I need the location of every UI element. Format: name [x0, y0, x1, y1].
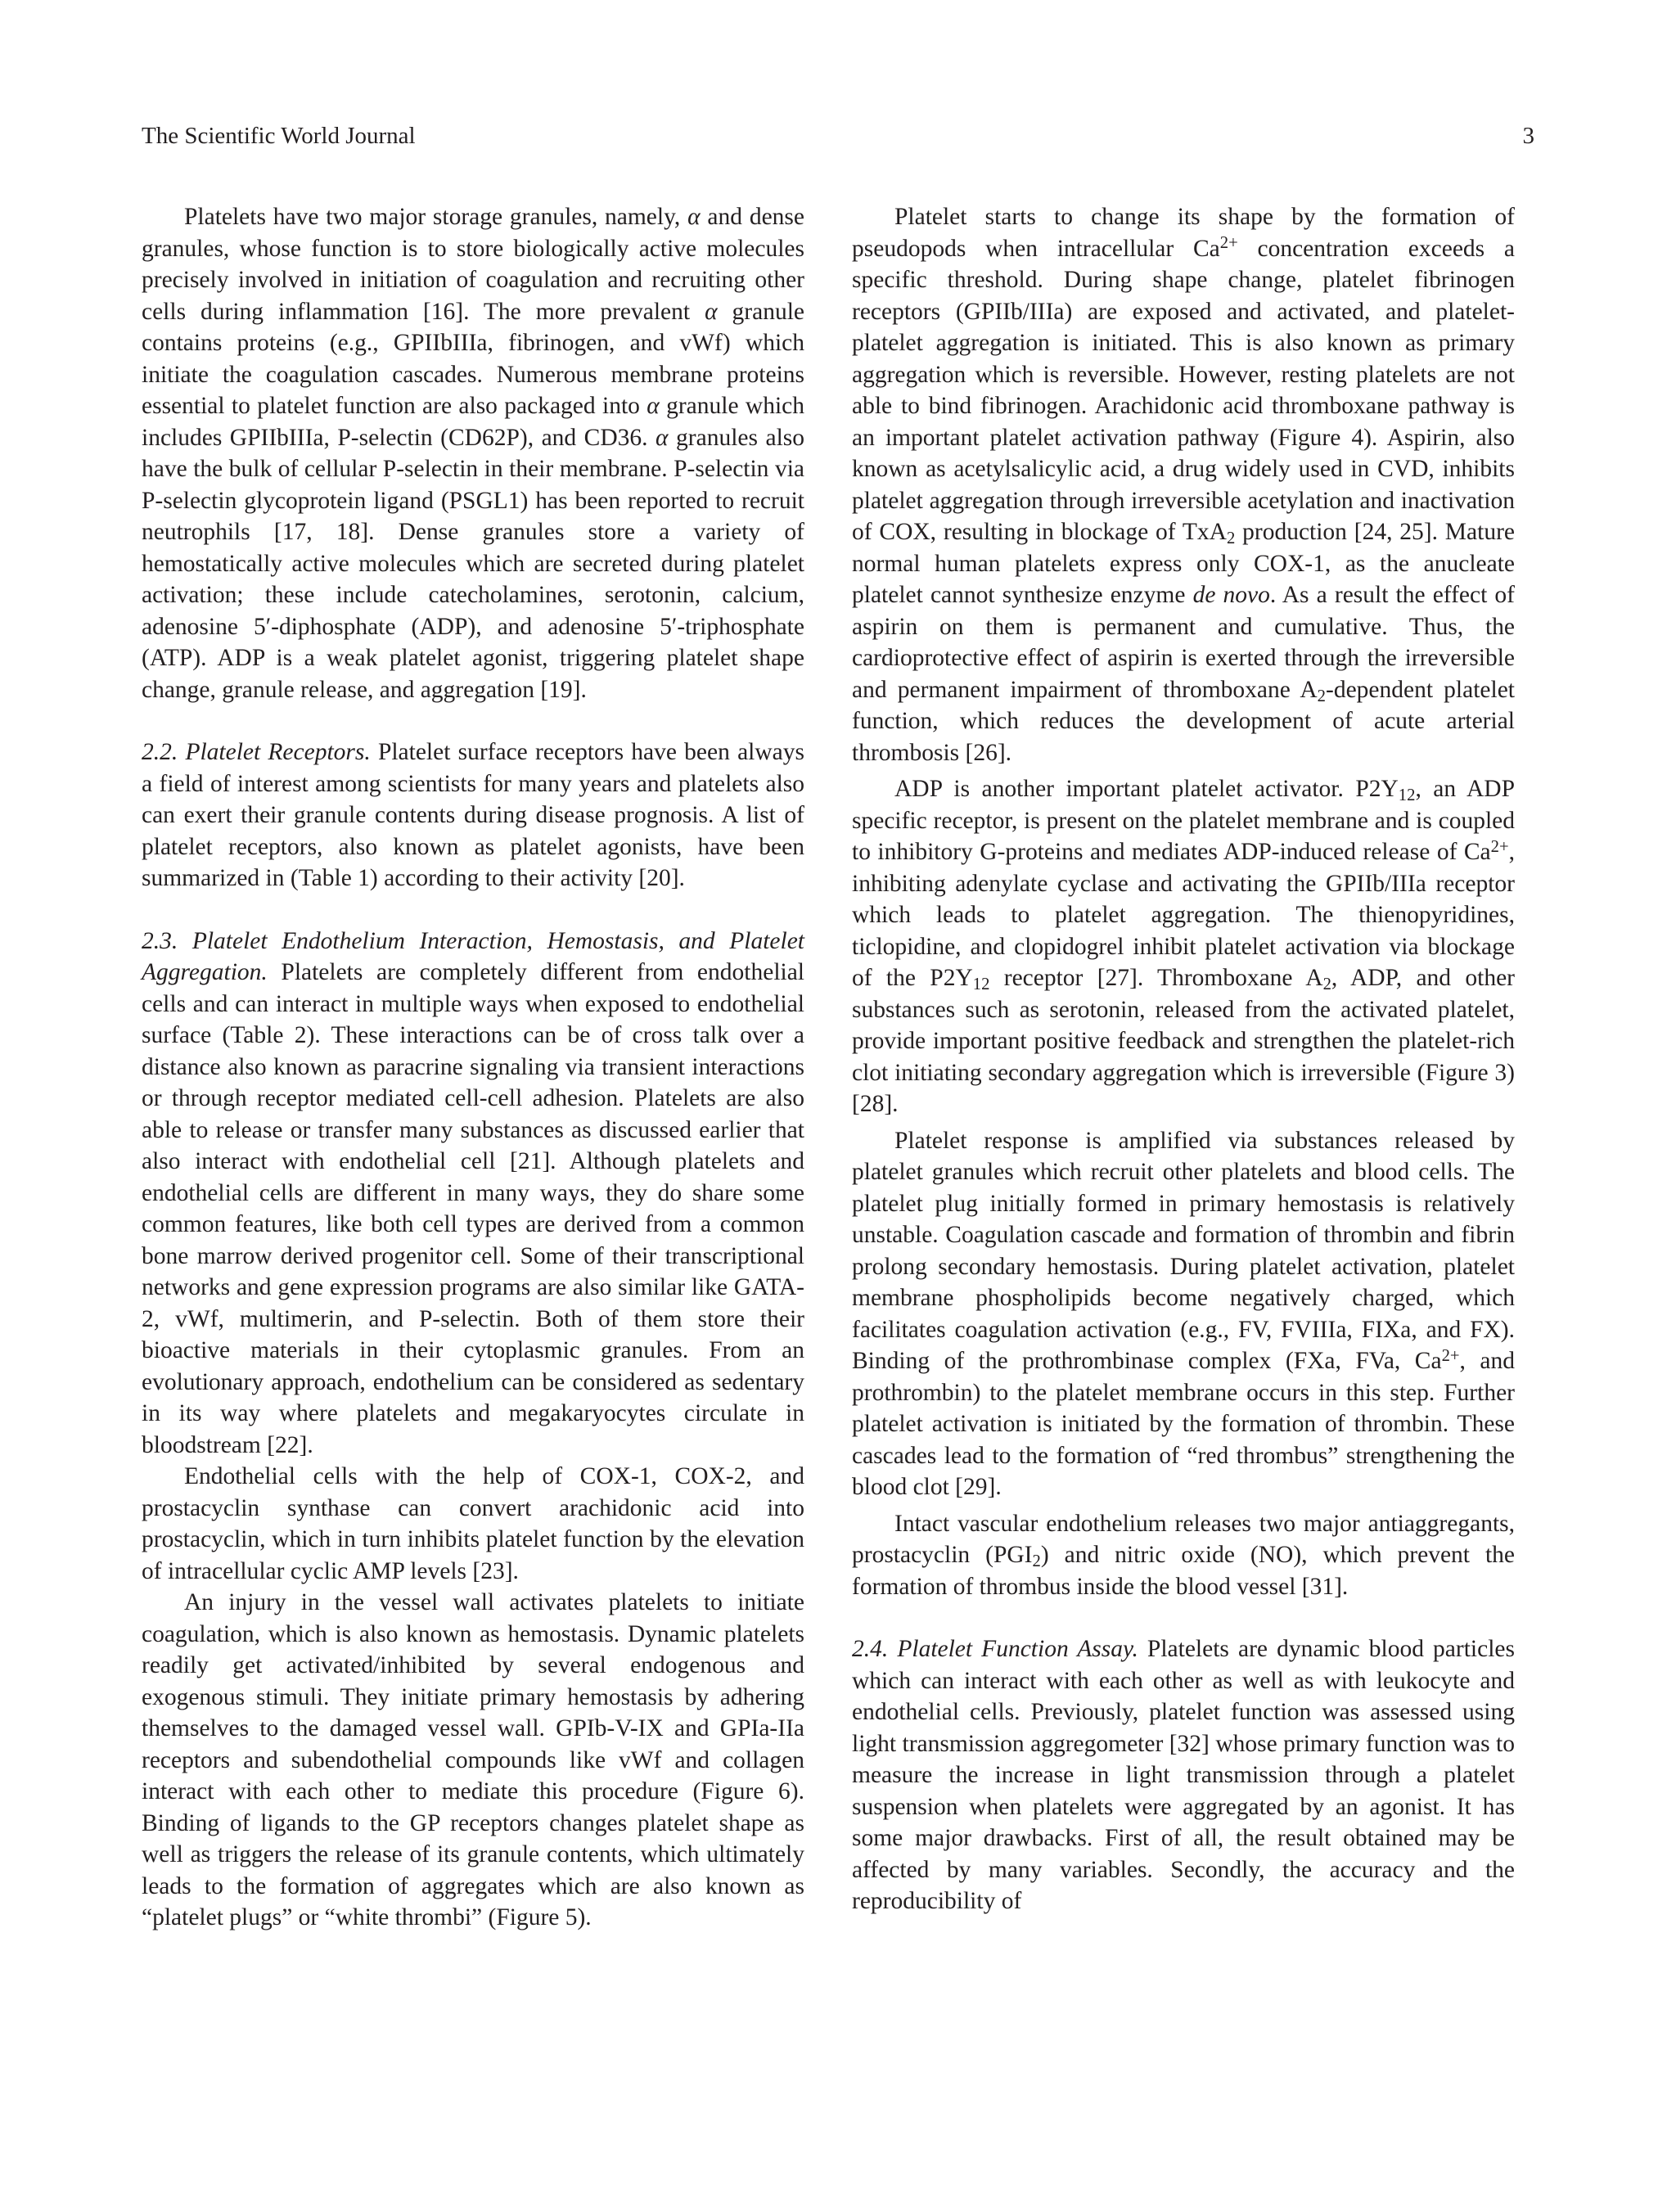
text-run: ) and nitric oxide (NO), which prevent the formation of thrombus inside the blood vessel [31].: [852, 1542, 1516, 1600]
paragraph-granules: [142, 201, 804, 705]
text-run: Intact vascular endothelium releases two major antiaggregants, prostacyclin (PGI: [852, 1510, 1515, 1568]
text-run: Platelets have two major storage granules, namely,: [184, 204, 688, 230]
paragraph-antiaggregants: [852, 1508, 1515, 1603]
subscript: 2: [1032, 1552, 1041, 1571]
subscript: 2: [1226, 529, 1236, 548]
superscript: 2+: [1219, 234, 1238, 253]
text-run: , an ADP specific receptor, is present on the platelet membrane and is coupled to inhibitory G-proteins and mediates ADP-induced release of Ca: [852, 776, 1515, 865]
text-run: granule which includes GPIIbIIIa, P-selectin (CD62P), and CD36.: [142, 393, 804, 451]
subscript: 2: [1317, 687, 1326, 705]
text-run: -dependent platelet function, which reduces the development of acute arterial thrombosis [26].: [852, 676, 1516, 766]
section-platelet-receptors: [142, 737, 804, 894]
subscript: 12: [972, 975, 990, 994]
section-platelet-function-assay: [852, 1633, 1515, 1917]
paragraph-vessel-injury: An injury in the vessel wall activates platelets to initiate coagulation, which is also known as hemostasis. Dynamic platelets readily get activated/inhibited by several endogenous and exogenous stimuli. They initiate primary hemostasis by adhering themselves to the damaged vessel wall. GPIb-V-IX and GPIa-IIa receptors and subendothelial compounds like vWf and collagen interact with each other to mediate this procedure (Figure 6). Binding of ligands to the GP receptors changes platelet shape as well as triggers the release of its granule contents, which ultimately leads to the formation of aggregates which are also known as “platelet plugs” or “white thrombi” (Figure 5).: [142, 1589, 804, 1930]
subscript: 2: [1322, 975, 1331, 994]
text-run: , and prothrombin) to the platelet membrane occurs in this step. Further platelet activation is initiated by the formation of thrombin. These cascades lead to the formation of “red thrombus” strengthening the blood clot [29].: [852, 1348, 1515, 1500]
page-number: 3: [1522, 123, 1534, 149]
alpha-symbol: α: [705, 298, 718, 325]
section-heading: 2.3. Platelet Endothelium Interaction, Hemostasis, and Platelet Aggregation.: [142, 927, 804, 985]
section-heading: 2.4. Platelet Function Assay.: [852, 1636, 1138, 1662]
section-heading: 2.2. Platelet Receptors.: [142, 739, 371, 765]
alpha-symbol: α: [687, 204, 701, 230]
section-text: Platelet surface receptors have been always a field of interest among scientists for many years and platelets also can exert their granule contents during disease prognosis. A list of platelet receptors, also known as platelet agonists, have been summarized in (Table 1) according to their activity [20].: [142, 739, 804, 891]
right-column: [852, 201, 1515, 1917]
section-text: Platelets are completely different from endothelial cells and can interact in multiple ways when exposed to endothelial surface (Table 2). These interactions can be of cross talk over a distance also known as paracrine signaling via transient interactions or through receptor mediated cell-cell adhesion. Platelets are also able to release or transfer many substances as discussed earlier that also interact with endothelial cell [21]. Although platelets and endothelial cells are different in many ways, they do share some common features, like both cell types are derived from a common bone marrow derived progenitor cell. Some of their transcriptional networks and gene expression programs are also similar like GATA-2, vWf, multimerin, and P-selectin. Both of them store their bioactive materials in their cytoplasmic granules. From an evolutionary approach, endothelium can be considered as sedentary in its way where platelets and megakaryocytes circulate in bloodstream [22].: [142, 959, 804, 1458]
text-run: granules also have the bulk of cellular P-selectin in their membrane. P-selectin via P-selectin glycoprotein ligand (PSGL1) has been reported to recruit neutrophils [17, 18]. Dense granules store a variety of hemostatically active molecules which are secreted during platelet activation; these include catecholamines, serotonin, calcium, adenosine 5′-diphosphate (ADP), and adenosine 5′-triphosphate (ATP). ADP is a weak platelet agonist, triggering platelet shape change, granule release, and aggregation [19].: [142, 424, 804, 703]
paragraph-endothelial-cells: Endothelial cells with the help of COX-1, COX-2, and prostacyclin synthase can convert arachidonic acid into prostacyclin, which in turn inhibits platelet function by the elevation of intracellular cyclic AMP levels [23].: [142, 1463, 804, 1584]
paragraph-platelet-response: [852, 1125, 1515, 1503]
paragraph-adp: [852, 773, 1515, 1120]
section-endothelium-interaction: [142, 926, 804, 1462]
section-text: Platelets are dynamic blood particles which can interact with each other as well as with leukocyte and endothelial cells. Previously, platelet function was assessed using light transmission aggregometer [32] whose primary function was to measure the increase in light transmission through a platelet suspension when platelets were aggregated by an agonist. It has some major drawbacks. First of all, the result obtained may be affected by many variables. Secondly, the accuracy and the reproducibility of: [852, 1636, 1515, 1914]
emphasis: de novo: [1192, 582, 1270, 608]
text-run: , ADP, and other substances such as serotonin, released from the activated platelet, provide important positive feedback and strengthen the platelet-rich clot initiating secondary aggregation which is irreversible (Figure 3) [28].: [852, 965, 1515, 1117]
left-column: [142, 201, 804, 1934]
text-run: Platelet response is amplified via substances released by platelet granules which recruit other platelets and blood cells. The platelet plug initially formed in primary hemostasis is relatively unstable. Coagulation cascade and formation of thrombin and fibrin prolong secondary hemostasis. During platelet activation, platelet membrane phospholipids become negatively charged, which facilitates coagulation activation (e.g., FV, FVIIIa, FIXa, and FX). Binding of the prothrombinase complex (FXa, FVa, Ca: [852, 1127, 1515, 1374]
text-run: and dense granules, whose function is to store biologically active molecules precisely involved in initiation of coagulation and recruiting other cells during inflammation [16]. The more prevalent: [142, 204, 804, 325]
text-run: Platelet starts to change its shape by the formation of pseudopods when intracellular Ca: [852, 204, 1515, 262]
subscript: 12: [1398, 786, 1416, 805]
superscript: 2+: [1441, 1346, 1460, 1365]
text-run: . As a result the effect of aspirin on them is permanent and cumulative. Thus, the cardioprotective effect of aspirin is exerted through the irreversible and permanent impairment of thromboxane A: [852, 582, 1515, 703]
text-run: production [24, 25]. Mature normal human platelets express only COX-1, as the anucleate platelet cannot synthesize enzyme: [852, 519, 1515, 608]
text-run: ADP is another important platelet activator. P2Y: [894, 776, 1399, 802]
paragraph-shape-change: [852, 201, 1515, 768]
text-run: granule contains proteins (e.g., GPIIbIIIa, fibrinogen, and vWf) which initiate the coagulation cascades. Numerous membrane proteins essential to platelet function are also packaged into: [142, 298, 804, 419]
text-run: concentration exceeds a specific threshold. During shape change, platelet fibrinogen receptors (GPIIb/IIIa) are exposed and activated, and platelet-platelet aggregation is initiated. This is also known as primary aggregation which is reversible. However, resting platelets are not able to bind fibrinogen. Arachidonic acid thromboxane pathway is an important platelet activation pathway (Figure 4). Aspirin, also known as acetylsalicylic acid, a drug widely used in CVD, inhibits platelet aggregation through irreversible acetylation and inactivation of COX, resulting in blockage of TxA: [852, 235, 1515, 545]
journal-title: The Scientific World Journal: [142, 123, 416, 149]
alpha-symbol: α: [647, 393, 660, 419]
running-head: [142, 119, 1534, 152]
text-run: , inhibiting adenylate cyclase and activating the GPIIb/IIIa receptor which leads to platelet aggregation. The thienopyridines, ticlopidine, and clopidogrel inhibit platelet activation via blockage of the P2Y: [852, 839, 1515, 991]
text-run: receptor [27]. Thromboxane A: [989, 965, 1323, 991]
superscript: 2+: [1490, 837, 1509, 856]
alpha-symbol: α: [656, 424, 669, 451]
